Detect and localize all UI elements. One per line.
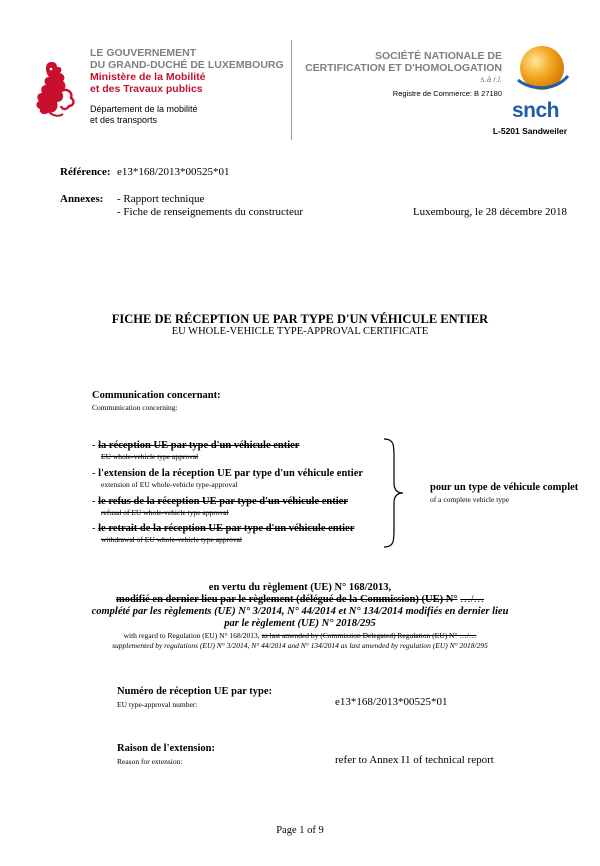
annex-item-1: - Rapport technique [117,193,205,205]
options-brace [382,437,406,549]
extension-reason-value: refer to Annex I1 of technical report [335,754,494,766]
vehicle-type-en: of a complete vehicle type [430,495,510,504]
page-number: Page 1 of 9 [276,825,324,836]
regulation-line-2-text: modifié en dernier lieu par le règlement (délégué de la Commission) (UE) N° [115,594,458,605]
government-line-1: LE GOUVERNEMENT [90,47,197,59]
regulation-line-2 [0,594,600,605]
document-date: Luxembourg, le 28 décembre 2018 [412,206,567,218]
extension-reason-label-en: Reason for extension: [117,757,183,766]
option-4-dash: - [92,523,96,534]
communication-label-en: Communication concerning: [92,403,178,412]
option-4 [92,523,354,544]
annex-item-2: - Fiche de renseignements du constructeur [117,206,304,218]
government-line-2: DU GRAND-DUCHÉ DE LUXEMBOURG [90,59,284,71]
snch-sarl: s.à r.l. [480,75,502,84]
option-2-fr: l'extension de la réception UE par type d'un véhicule entier [98,468,364,479]
annexes-label: Annexes: [60,193,104,205]
option-4-fr: le retrait de la réception UE par type d'un véhicule entier [98,523,355,534]
approval-number-label: Numéro de réception UE par type: [117,686,273,697]
luxembourg-lion-logo [33,58,79,120]
approval-number-value: e13*168/2013*00525*01 [335,696,448,708]
option-3-fr: le refus de la réception UE par type d'un véhicule entier [98,496,348,507]
ministry-line-2: et des Travaux publics [90,83,203,95]
option-1-fr: la réception UE par type d'un véhicule entier [98,440,300,451]
header-divider [291,40,292,140]
option-4-en: withdrawal of EU whole-vehicle type approval [101,535,242,544]
option-2 [92,468,363,489]
page-title: FICHE DE RÉCEPTION UE PAR TYPE D'UN VÉHICULE ENTIER [111,312,489,326]
regulation-en-line-1-struck: as last amended by (Commission Delegated) Regulation (EU) N° …/… [261,631,477,640]
option-2-en: extension of EU whole-vehicle type-approval [101,480,238,489]
reference-value: e13*168/2013*00525*01 [117,166,230,178]
communication-label: Communication concernant: [92,390,221,401]
snch-globe-logo [512,40,570,96]
vehicle-type-fr: pour un type de véhicule complet [430,482,579,493]
option-3 [92,496,348,517]
option-1-en: EU whole-vehicle type approval [101,452,199,461]
option-1 [92,440,299,461]
option-2-dash: - [92,468,96,479]
annexes-list [117,193,303,219]
ministry-line-1: Ministère de la Mobilité [90,71,206,83]
approval-number-label-en: EU type-approval number: [117,700,198,709]
government-name [90,47,284,71]
regulation-en-line-1 [0,631,600,640]
extension-reason-label: Raison de l'extension: [117,743,216,754]
reference-label: Référence: [60,166,111,178]
regulation-line-1: en vertu du règlement (UE) N° 168/2013, [208,582,392,593]
option-3-en: refusal of EU whole-vehicle type approval [101,508,229,517]
regulation-line-4: par le règlement (UE) N° 2018/295 [224,618,376,629]
department-name [90,104,198,126]
snch-name [305,50,502,85]
page-subtitle: EU WHOLE-VEHICLE TYPE-APPROVAL CERTIFICATE [171,326,429,337]
registre-commerce: Registre de Commerce: B 27180 [392,89,502,98]
regulation-line-3: complété par les règlements (UE) N° 3/2014, N° 44/2014 et N° 134/2014 modifiés en dernier lieu [91,606,509,617]
department-line-1: Département de la mobilité [90,104,198,114]
snch-line-2: CERTIFICATION ET D'HOMOLOGATION [305,62,502,74]
regulation-en-line-2: supplemented by regulations (EU) N° 3/2014, N° 44/2014 and N° 134/2014 as last amended by regulation (EU) N° 2018/295 [112,641,488,650]
snch-logo-text: snch [512,99,560,122]
regulation-en-line-1-text: with regard to Regulation (EU) N° 168/2013, [123,631,260,640]
snch-line-1: SOCIÉTÉ NATIONALE DE [375,50,502,62]
regulation-line-2-number: …/… [460,594,485,605]
option-3-dash: - [92,496,96,507]
option-1-dash: - [92,440,96,451]
department-line-2: et des transports [90,115,158,125]
snch-address: L-5201 Sandweiler [492,126,567,136]
ministry-name [90,71,206,95]
